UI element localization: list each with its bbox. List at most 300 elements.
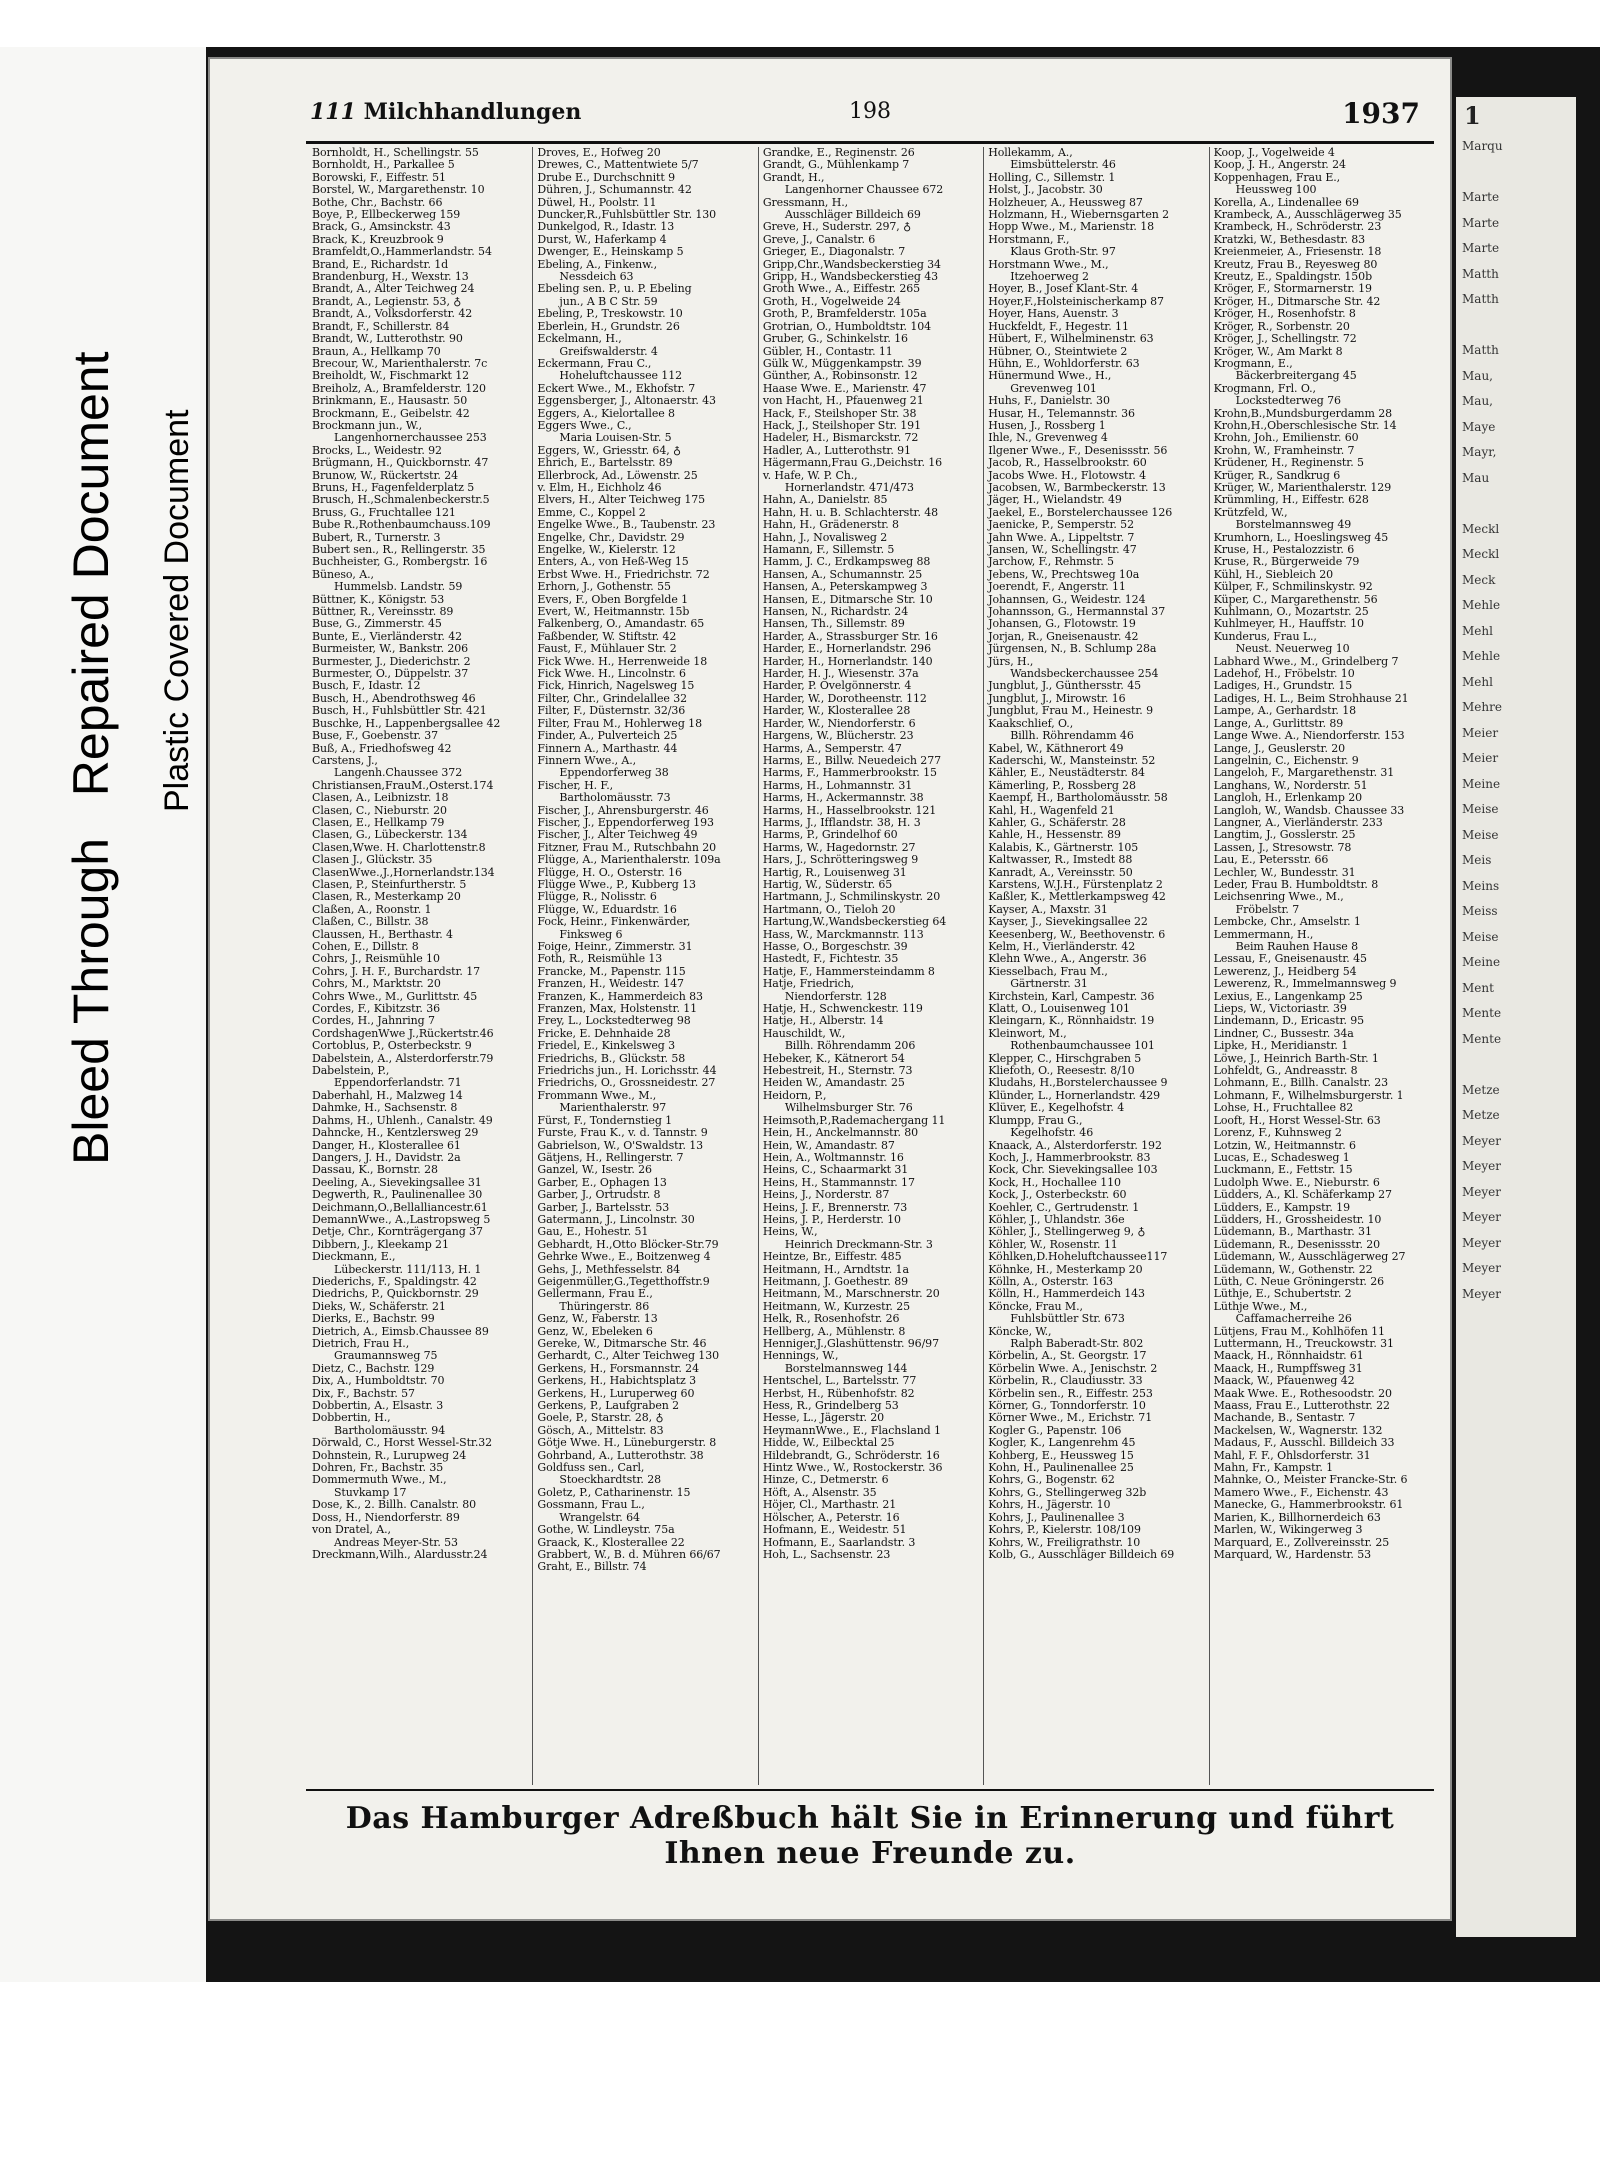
directory-entry: Bruss, G., Fruchtallee 121 [312, 505, 456, 519]
directory-entry: Harms, H., Hasselbrookstr. 121 [762, 803, 937, 817]
directory-entry: Clasen,Wwe. H. Charlottenstr.8 [312, 840, 486, 854]
directory-entry: Jahn Wwe. A., Lippeltstr. 7 [988, 530, 1135, 544]
directory-entry: Brunow, W., Rückertstr. 24 [312, 468, 458, 482]
directory-entry: Johansen, G., Flotowstr. 19 [988, 617, 1136, 631]
directory-entry: Harder, W., Dorotheenstr. 112 [762, 691, 927, 705]
directory-entry: Graht, E., Billstr. 74 [537, 1560, 647, 1574]
directory-entry: Jürgensen, N., B. Schlump 28a [988, 642, 1157, 656]
directory-entry: Busch, H., Abendrothsweg 46 [312, 691, 476, 705]
directory-entry: Hars, J., Schrötteringsweg 9 [762, 853, 919, 867]
directory-entry: Krohn,H.,Oberschlesische Str. 14 [1213, 418, 1397, 432]
directory-entry: Jacob, R., Hasselbrookstr. 60 [988, 456, 1147, 470]
directory-entry: Burmester, O., Düppelstr. 37 [312, 667, 469, 681]
directory-entry: Gellermann, Frau E., [537, 1287, 653, 1301]
directory-entry: Kohrs, P., Kielerstr. 108/109 [988, 1523, 1141, 1537]
directory-entry: Kliefoth, O., Reesestr. 8/10 [988, 1064, 1135, 1078]
directory-entry: Lockstedterweg 76 [1235, 394, 1341, 408]
directory-entry: Hellberg, A., Mühlenstr. 8 [762, 1324, 906, 1338]
directory-entry: Hesse, L., Jägerstr. 20 [762, 1411, 885, 1425]
directory-entry: Franzen, K., Hammerdeich 83 [537, 989, 703, 1003]
directory-entry: Hartung,W.,Wandsbeckerstieg 64 [762, 915, 947, 929]
directory-entry: Kleingarn, K., Rönnhaidstr. 19 [988, 1014, 1155, 1028]
directory-entry: Francke, M., Papenstr. 115 [537, 964, 686, 978]
facing-page-fragment: Meyer [1462, 1133, 1502, 1148]
directory-entry: Köhler, J., Uhlandstr. 36e [988, 1212, 1125, 1226]
directory-entry: Friedrichs, O., Grossneidestr. 27 [537, 1076, 716, 1090]
directory-entry: Kogler, K., Langenrehm 45 [988, 1436, 1136, 1450]
directory-entry: Bunte, E., Vierländerstr. 42 [312, 629, 463, 643]
directory-entry: Mackelsen, W., Wagnerstr. 132 [1213, 1423, 1383, 1437]
facing-page-fragment: Meise [1462, 929, 1499, 944]
directory-entry: Engelke, Chr., Davidstr. 29 [537, 530, 685, 544]
directory-entry: Klepper, C., Hirschgraben 5 [988, 1051, 1142, 1065]
directory-entry: Flügge, A., Marienthalerstr. 109a [537, 853, 721, 867]
directory-entry: Carstens, J., [312, 753, 378, 767]
directory-entry: Franzen, Max, Holstenstr. 11 [537, 1002, 698, 1016]
label-bleed-repaired [62, 352, 120, 1165]
directory-entry: Garber, J., Bartelsstr. 53 [537, 1200, 670, 1214]
directory-entry: Koop, J. H., Angerstr. 24 [1213, 158, 1346, 172]
directory-entry: Kaderschi, W., Mansteinstr. 52 [988, 753, 1156, 767]
directory-entry: Hatje, Friedrich, [762, 977, 855, 991]
directory-entry: Goldfuss sen., Carl, [537, 1461, 645, 1475]
directory-entry: Jaekel, E., Borstelerchaussee 126 [988, 505, 1173, 519]
facing-page-fragment: Meine [1462, 955, 1501, 969]
directory-entry: Kreienmeier, A., Friesenstr. 18 [1213, 245, 1382, 259]
directory-entry: Langner, A., Vierländerstr. 233 [1213, 815, 1383, 829]
directory-entry: Huhs, F., Danielstr. 30 [988, 394, 1110, 408]
directory-entry: Bartholomäusstr. 94 [334, 1423, 446, 1437]
directory-entry: Thüringerstr. 86 [559, 1299, 650, 1313]
directory-entry: Dahms, H., Uhlenh., Canalstr. 49 [312, 1113, 493, 1127]
directory-entry: Clasen, P., Steinfurtherstr. 5 [312, 877, 467, 891]
directory-entry: Hack, J., Steilshoper Str. 191 [762, 418, 921, 432]
directory-entry: Brügmann, H., Quickbornstr. 47 [312, 456, 489, 470]
directory-entry: Fricke, E. Dehnhaide 28 [537, 1026, 671, 1040]
directory-entry: Friedel, E., Kinkelsweg 3 [537, 1039, 676, 1053]
directory-entry: Cohrs, M., Marktstr. 20 [312, 977, 441, 991]
directory-entry: Cordes, F., Kibitzstr. 36 [312, 1002, 441, 1016]
directory-entry: Dühren, J., Schumannstr. 42 [537, 183, 692, 197]
facing-page-fragment: Meise [1462, 802, 1499, 816]
directory-entry: Lassen, J., Stresowstr. 78 [1213, 840, 1352, 854]
directory-entry: Goele, P., Starstr. 28, ♁ [537, 1411, 664, 1425]
directory-entry: Engelke Wwe., B., Taubenstr. 23 [537, 518, 716, 532]
directory-entry: Boye, P., Ellbeckerweg 159 [312, 208, 461, 222]
directory-entry: Harms, E., Billw. Neuedeich 277 [762, 753, 941, 767]
directory-entry: Groth Wwe., A., Eiffestr. 265 [762, 282, 921, 296]
directory-entry: Garber, E., Ophagen 13 [537, 1175, 667, 1189]
directory-entry: Krogmann, Frl. O., [1213, 381, 1316, 395]
directory-entry: Maack, H., Rumpffsweg 31 [1213, 1361, 1363, 1375]
directory-entry: Ilgener Wwe., F., Desenissstr. 56 [988, 443, 1168, 457]
directory-entry: Mamero Wwe., F., Eichenstr. 43 [1213, 1485, 1389, 1499]
directory-entry: Graumannsweg 75 [334, 1349, 438, 1363]
directory-entry: Dobbertin, H., [312, 1411, 391, 1425]
directory-entry: Jorjan, R., Gneisenaustr. 42 [988, 629, 1139, 643]
facing-page-edge [1456, 97, 1576, 1937]
facing-page-fragment: Meiss [1462, 904, 1498, 918]
directory-entry: ClasenWwe.,J.,Hornerlandstr.134 [312, 865, 495, 879]
directory-entry: Köhler, W., Rosenstr. 11 [988, 1237, 1118, 1251]
column-4 [984, 147, 1209, 1785]
facing-page-fragment: Meier [1462, 725, 1499, 740]
facing-page-fragment: Meine [1462, 776, 1501, 791]
facing-page-fragment: Mayr, [1462, 445, 1497, 459]
directory-entry: Lange, J., Geuslerstr. 20 [1213, 741, 1346, 755]
directory-entry: Diederichs, F., Spaldingstr. 42 [312, 1274, 477, 1288]
directory-entry: Kiesselbach, Frau M., [988, 964, 1108, 978]
directory-entry: Lucas, E., Schadesweg 1 [1213, 1150, 1350, 1164]
directory-entry: Hartig, R., Louisenweg 31 [762, 865, 907, 879]
directory-entry: Dibbern, J., Kleekamp 21 [312, 1237, 449, 1251]
directory-entry: Harder, A., Strassburger Str. 16 [762, 629, 938, 643]
directory-entry: Gösch, A., Mittelstr. 83 [537, 1423, 664, 1437]
column-3 [759, 147, 984, 1785]
directory-entry: Lüdemann, R., Desenissstr. 20 [1213, 1237, 1381, 1251]
directory-entry: Horstmann, F., [988, 232, 1070, 246]
directory-entry: Grandke, E., Reginenstr. 26 [762, 147, 915, 159]
directory-entry: Heitmann, W., Kurzestr. 25 [762, 1299, 911, 1313]
directory-entry: Henniger,J.,Glashüttenstr. 96/97 [762, 1337, 939, 1350]
directory-entry: Hahn, A., Danielstr. 85 [762, 493, 888, 507]
facing-page-fragment: Meck [1462, 572, 1496, 587]
directory-entry: Dierks, E., Bachstr. 99 [312, 1312, 435, 1326]
directory-entry: Dohnstein, R., Lurupweg 24 [312, 1448, 467, 1462]
directory-entry: Götje Wwe. H., Lüneburgerstr. 8 [537, 1436, 717, 1450]
directory-entry: Hildebrandt, G., Schröderstr. 16 [762, 1448, 940, 1462]
directory-entry: Dörwald, C., Horst Wessel-Str.32 [312, 1436, 493, 1450]
directory-entry: Greve, J., Canalstr. 6 [762, 232, 876, 246]
facing-page-fragment [1456, 1052, 1576, 1078]
directory-entry: Kolb, G., Ausschläger Billdeich 69 [988, 1547, 1175, 1561]
directory-entry: Bornholdt, H., Parkallee 5 [312, 158, 455, 172]
directory-entry: Lipke, H., Meridianstr. 1 [1213, 1039, 1349, 1053]
directory-entry: Wandsbeckerchaussee 254 [1010, 667, 1159, 681]
directory-entry: Fischer, J., Ahrensburgerstr. 46 [537, 803, 709, 817]
directory-entry: Kuhlmann, O., Mozartstr. 25 [1213, 605, 1369, 619]
directory-entry: Jaenicke, P., Semperstr. 52 [988, 518, 1134, 532]
directory-entry: Dieckmann, E., [312, 1250, 396, 1264]
directory-entry: Hartmann, O., Tieloh 20 [762, 902, 896, 916]
directory-entry: Hansen, N., Richardstr. 24 [762, 605, 909, 619]
directory-entry: Brandt, A., Legienstr. 53, ♁ [312, 294, 462, 308]
directory-entry: Kunderus, Frau L., [1213, 629, 1317, 643]
directory-entry: Joerendt, F., Angerstr. 11 [988, 580, 1126, 594]
facing-page-fragment: Meyer [1462, 1261, 1502, 1275]
directory-entry: Claßen, A., Roonstr. 1 [312, 902, 432, 916]
directory-entry: Cortoblus, P., Osterbeckstr. 9 [312, 1039, 472, 1053]
facing-page-fragment: Meyer [1462, 1235, 1502, 1250]
directory-entry: Eberlein, H., Grundstr. 26 [537, 319, 680, 333]
directory-entry: Burmester, J., Diederichstr. 2 [312, 654, 471, 668]
directory-entry: Mahn, Fr., Kampstr. 1 [1213, 1461, 1334, 1475]
directory-entry: Brocks, L., Weidestr. 92 [312, 443, 442, 457]
directory-entry: Fröbelstr. 7 [1235, 902, 1300, 916]
directory-entry: Dieks, W., Schäferstr. 21 [312, 1299, 446, 1313]
directory-entry: Kelm, H., Vierländerstr. 42 [988, 940, 1136, 953]
directory-entry: Itzehoerweg 2 [1010, 270, 1089, 284]
directory-entry: Lüth, C. Neue Gröningerstr. 26 [1213, 1274, 1385, 1288]
directory-entry: Harms, W., Hagedornstr. 27 [762, 840, 916, 854]
directory-entry: Heintze, Br., Eiffestr. 485 [762, 1250, 902, 1264]
directory-entry: Clasen, E., Hellkamp 79 [312, 815, 445, 829]
directory-page [210, 59, 1450, 1919]
directory-entry: Hoh, L., Sachsenstr. 23 [762, 1547, 891, 1561]
directory-entry: Ehrich, E., Bartelsstr. 89 [537, 456, 673, 470]
directory-entry: Keesenberg, W., Beethovenstr. 6 [988, 927, 1166, 941]
directory-entry: Fuhlsbüttler Str. 673 [1010, 1312, 1125, 1326]
directory-entry: Hartmann, J., Schmilinskystr. 20 [762, 890, 941, 904]
directory-entry: Lohfeldt, G., Andreasstr. 8 [1213, 1064, 1358, 1078]
facing-page-fragments [1456, 134, 1576, 1307]
directory-entry: Deichmann,O.,Bellalliancestr.61 [312, 1200, 488, 1214]
directory-entry: Jacobs Wwe. H., Flotowstr. 4 [988, 468, 1146, 482]
directory-entry: Hauschildt, W., [762, 1026, 846, 1040]
directory-entry: Borstelmannsweg 144 [784, 1361, 908, 1375]
directory-entry: Fick, Hinrich, Nagelsweg 15 [537, 679, 695, 693]
directory-entry: Hasse, O., Borgeschstr. 39 [762, 940, 908, 953]
directory-entry: Hölscher, A., Peterstr. 16 [762, 1510, 900, 1524]
directory-entry: Günther, A., Robinsonstr. 12 [762, 369, 918, 383]
directory-entry: Harder, H. J., Wiesenstr. 37a [762, 667, 919, 681]
directory-entry: Klumpp, Frau G., [988, 1113, 1083, 1127]
directory-entry: Ganzel, W., Isestr. 26 [537, 1163, 652, 1177]
directory-entry: Brand, E., Richardstr. 1d [312, 257, 449, 271]
directory-entry: Körbelin Wwe. A., Jenischstr. 2 [988, 1361, 1158, 1375]
directory-entry: Herbst, H., Rübenhofstr. 82 [762, 1386, 915, 1400]
directory-entry: Filter, Frau M., Hohlerweg 18 [537, 716, 702, 730]
directory-entry: Bornholdt, H., Schellingstr. 55 [312, 147, 479, 159]
directory-entry: Fürst, F., Tondernstieg 1 [537, 1113, 673, 1127]
directory-entry: Lübeckerstr. 111/113, H. 1 [334, 1262, 482, 1276]
directory-entry: Hack, F., Steilshoper Str. 38 [762, 406, 917, 420]
directory-entry: Bruns, H., Fagenfelderplatz 5 [312, 480, 475, 494]
directory-entry: Harms, H., Ackermannstr. 38 [762, 791, 924, 805]
directory-entry: Kröger, H., Rosenhofstr. 8 [1213, 307, 1356, 321]
directory-entry: Labhard Wwe., M., Grindelberg 7 [1213, 654, 1399, 668]
directory-entry: Buß, A., Friedhofsweg 42 [312, 741, 452, 755]
footer-slogan: Das Hamburger Adreßbuch hält Sie in Erinnerung und führt Ihnen neue Freunde zu. [345, 1801, 1395, 1871]
header-section [310, 99, 581, 125]
directory-entry: Eckermann, Frau C., [537, 356, 652, 370]
facing-page-fragment: Mehre [1462, 700, 1502, 714]
directory-entry: Dohren, Fr., Bachstr. 35 [312, 1461, 444, 1475]
directory-entry: Krüdener, H., Reginenstr. 5 [1213, 456, 1364, 470]
directory-entry: Kölln, A., Osterstr. 163 [988, 1274, 1113, 1288]
directory-entry: Faust, F., Mühlauer Str. 2 [537, 642, 677, 656]
directory-entry: Eckelmann, H., [537, 332, 622, 346]
directory-entry: Krumhorn, L., Hoeslingsweg 45 [1213, 530, 1389, 544]
directory-entry: Kahl, H., Wagenfeld 21 [988, 803, 1115, 817]
directory-entry: Frommann Wwe., M., [537, 1088, 657, 1102]
directory-entry: Heins, H., Stammannstr. 17 [762, 1175, 915, 1189]
directory-entry: Külper, F., Schmilinskystr. 92 [1213, 580, 1373, 594]
directory-entry: Fick Wwe. H., Lincolnstr. 6 [537, 667, 686, 681]
directory-entry: Langhans, W., Norderstr. 51 [1213, 778, 1368, 792]
directory-entry: Hahn, H. u. B. Schlachterstr. 48 [762, 505, 939, 519]
directory-entry: Bubert sen., R., Rellingerstr. 35 [312, 543, 486, 556]
directory-entry: Lewerenz, R., Immelmannsweg 9 [1213, 977, 1397, 991]
directory-entry: Kock, Chr. Sievekingsallee 103 [988, 1163, 1158, 1177]
directory-entry: Langeloh, F., Margarethenstr. 31 [1213, 766, 1395, 780]
directory-entry: Niendorferstr. 128 [784, 989, 887, 1003]
directory-entry: v. Hafe, W. P. Ch., [762, 468, 858, 482]
directory-entry: Andreas Meyer-Str. 53 [334, 1535, 458, 1549]
directory-entry: Jacobsen, W., Barmbeckerstr. 13 [988, 480, 1166, 494]
directory-entry: Klehn Wwe., A., Angerstr. 36 [988, 952, 1147, 966]
directory-entry: Küper, C., Margarethenstr. 56 [1213, 592, 1378, 606]
directory-entry: Gülk W., Müggenkampstr. 39 [762, 356, 922, 370]
directory-entry: Löwe, J., Heinrich Barth-Str. 1 [1213, 1051, 1379, 1065]
directory-entry: Busch, H., Fuhlsbüttler Str. 421 [312, 704, 487, 718]
directory-entry: Brandt, W., Lutterothstr. 90 [312, 332, 463, 346]
directory-entry: Clasen, R., Mesterkamp 20 [312, 890, 461, 904]
directory-entry: Koop, J., Vogelweide 4 [1213, 147, 1335, 159]
directory-entry: Harder, W., Niendorferstr. 6 [762, 716, 916, 730]
directory-entry: Bäckerbreitergang 45 [1235, 369, 1357, 383]
directory-entry: Fick Wwe. H., Herrenweide 18 [537, 654, 708, 668]
directory-entry: Emme, C., Koppel 2 [537, 505, 646, 519]
directory-entry: Lange, A., Gurlittstr. 89 [1213, 716, 1344, 730]
directory-entry: Jäger, H., Wielandstr. 49 [988, 493, 1122, 507]
directory-entry: Hebeker, K., Kätnerort 54 [762, 1051, 905, 1065]
directory-entry: Grevenweg 101 [1010, 381, 1097, 395]
directory-entry: Heidorn, P., [762, 1088, 827, 1102]
directory-entry: Bubert, R., Turnerstr. 3 [312, 530, 441, 544]
directory-entry: Hatje, H., Schwenckestr. 119 [762, 1002, 923, 1016]
column-5 [1210, 147, 1434, 1785]
directory-entry: Brusch, H.,Schmalenbeckerstr.5 [312, 493, 490, 507]
directory-entry: Krambeck, H., Schröderstr. 23 [1213, 220, 1382, 234]
directory-entry: Koch, J., Hammerbrookstr. 83 [988, 1150, 1151, 1164]
directory-entry: Claßen, C., Billstr. 38 [312, 915, 429, 929]
directory-entry: Jungblut, Frau M., Heinestr. 9 [988, 704, 1154, 718]
directory-entry: Lüdemann, W., Ausschlägerweg 27 [1213, 1250, 1406, 1264]
directory-entry: Korella, A., Lindenallee 69 [1213, 195, 1359, 209]
directory-entry: Buschke, H., Lappenbergsallee 42 [312, 716, 501, 730]
directory-entry: Hargens, W., Blücherstr. 23 [762, 729, 914, 743]
directory-entry: Brack, K., Kreuzbrook 9 [312, 232, 444, 246]
directory-entry: Maria Louisen-Str. 5 [559, 431, 672, 445]
directory-entry: Lewerenz, J., Heidberg 54 [1213, 964, 1357, 978]
directory-entry: Ralph Baberadt-Str. 802 [1010, 1337, 1144, 1350]
directory-entry: Gripp,Chr.,Wandsbeckerstieg 34 [762, 257, 941, 271]
facing-page-fragment: Meyer [1462, 1159, 1502, 1173]
directory-entry: Körbelin sen., R., Eiffestr. 253 [988, 1386, 1153, 1400]
directory-entry: Harms, F., Hammerbrookstr. 15 [762, 766, 937, 780]
directory-entry: v. Elm, H., Eichholz 46 [537, 480, 662, 494]
directory-entry: Lessau, F., Gneisenaustr. 45 [1213, 952, 1367, 966]
directory-entry: Höjer, Cl., Marthastr. 21 [762, 1498, 897, 1512]
facing-page-fragment: Marte [1462, 241, 1500, 255]
directory-entry: Kahle, H., Hessenstr. 89 [988, 828, 1121, 842]
directory-entry: Hein, W., Amandastr. 87 [762, 1138, 895, 1152]
directory-entry: Lüdders, H., Grossheidestr. 10 [1213, 1212, 1382, 1226]
directory-entry: Klünder, L., Hornerlandstr. 429 [988, 1088, 1161, 1102]
directory-entry: Ihle, N., Grevenweg 4 [988, 431, 1108, 445]
directory-entry: Gripp, H., Wandsbeckerstieg 43 [762, 270, 938, 284]
facing-page-fragment: Meckl [1462, 547, 1500, 561]
directory-entry: Gehs, J., Methfesselstr. 84 [537, 1262, 681, 1276]
directory-entry: Büttner, K., Königstr. 53 [312, 592, 445, 606]
directory-entry: Hollekamm, A., [988, 147, 1073, 159]
directory-entry: Ludolph Wwe. E., Nieburstr. 6 [1213, 1175, 1380, 1189]
facing-page-fragment [1456, 491, 1576, 517]
directory-entry: Ellerbrock, Ad., Löwenstr. 25 [537, 468, 698, 482]
facing-page-fragment: Mau [1462, 470, 1490, 485]
directory-entry: Karstens, W.J.H., Fürstenplatz 2 [988, 877, 1163, 891]
directory-entry: Hoheluftchaussee 112 [559, 369, 682, 383]
directory-entry: Kohn, H., Paulinenallee 25 [988, 1461, 1134, 1475]
directory-entry: Kröger, F., Stormarnerstr. 19 [1213, 282, 1372, 296]
facing-page-fragment: Marte [1462, 215, 1500, 230]
directory-entry: Gohrband, A., Lutterothstr. 38 [537, 1448, 704, 1462]
directory-entry: Mahnke, O., Meister Francke-Str. 6 [1213, 1473, 1408, 1487]
directory-entry: Dahmke, H., Sachsenstr. 8 [312, 1101, 458, 1115]
facing-page-fragment [1456, 160, 1576, 186]
directory-entry: Johannsen, G., Weidestr. 124 [988, 592, 1146, 606]
directory-entry: Heins, J., Norderstr. 87 [762, 1188, 890, 1202]
directory-entry: Clasen, C., Nieburstr. 20 [312, 803, 447, 817]
directory-entry: Ebeling, P., Treskowstr. 10 [537, 307, 683, 321]
directory-entry: Diedrichs, P., Quickbornstr. 29 [312, 1287, 479, 1301]
directory-entry: Hoyer, Hans, Auenstr. 3 [988, 307, 1119, 321]
directory-entry: Köhlken,D.Hoheluftchaussee117 [988, 1250, 1168, 1264]
directory-entry: von Hacht, H., Pfauenweg 21 [762, 394, 924, 408]
directory-entry: Kröger, H., Ditmarsche Str. 42 [1213, 294, 1381, 308]
directory-entry: Lüthje Wwe., M., [1213, 1299, 1308, 1313]
directory-entry: Filter, F., Düsternstr. 32/36 [537, 704, 686, 718]
directory-entry: Genz, W., Faberstr. 13 [537, 1312, 658, 1326]
directory-entry: Huckfeldt, F., Hegestr. 11 [988, 319, 1129, 333]
directory-entry: Brockmann, E., Geibelstr. 42 [312, 406, 470, 420]
directory-entry: Johannsson, G., Hermannstal 37 [988, 605, 1166, 619]
directory-entry: Breiholz, A., Bramfelderstr. 120 [312, 381, 486, 395]
directory-entry: Lüdders, A., Kl. Schäferkamp 27 [1213, 1188, 1392, 1202]
directory-entry: Mahl, F. F., Ohlsdorferstr. 31 [1213, 1448, 1371, 1462]
directory-entry: Kohrs, G., Bogenstr. 62 [988, 1473, 1115, 1487]
directory-entry: Jungblut, J., Günthersstr. 45 [988, 679, 1142, 693]
facing-page-fragment: Meyer [1462, 1184, 1502, 1199]
directory-entry: Lüdders, E., Kampstr. 19 [1213, 1200, 1350, 1214]
directory-entry: Kanradt, A., Vereinsstr. 50 [988, 865, 1133, 879]
directory-entry: Hintz Wwe., W., Rostockerstr. 36 [762, 1461, 943, 1475]
facing-page-fragment: Ment [1462, 980, 1494, 995]
facing-page-fragment: Meins [1462, 878, 1500, 893]
directory-entry: Harder, H., Hornerlandstr. 140 [762, 654, 933, 668]
directory-entry: Flügge, W., Eduardstr. 16 [537, 902, 677, 916]
directory-entry: Maass, Frau E., Lutterothstr. 22 [1213, 1399, 1390, 1413]
directory-entry: Lütjens, Frau M., Kohlhöfen 11 [1213, 1324, 1385, 1338]
directory-entry: Krümmling, H., Eiffestr. 628 [1213, 493, 1369, 507]
facing-page-fragment: Meis [1462, 853, 1492, 867]
directory-entry: Gerkens, H., Luruperweg 60 [537, 1386, 695, 1400]
directory-entry: Hornerlandstr. 471/473 [784, 480, 914, 494]
directory-entry: Harder, E., Hornerlandstr. 296 [762, 642, 931, 656]
directory-entry: Kaempf, H., Bartholomäusstr. 58 [988, 791, 1168, 805]
directory-entry: Maack, W., Pfauenweg 42 [1213, 1374, 1355, 1388]
directory-entry: Marquard, W., Hardenstr. 53 [1213, 1547, 1372, 1561]
directory-entry: Lüdemann, B., Marthastr. 31 [1213, 1225, 1372, 1239]
directory-entry: Ladiges, H., Grundstr. 15 [1213, 679, 1353, 693]
directory-entry: Erhorn, J., Gothenstr. 55 [537, 580, 671, 594]
directory-entry: Greve, H., Suderstr. 297, ♁ [762, 220, 912, 234]
directory-entry: Hübner, O., Steintwiete 2 [988, 344, 1128, 358]
directory-entry: Luckmann, E., Fettstr. 15 [1213, 1163, 1353, 1177]
directory-entry: Brandt, A., Volksdorferstr. 42 [312, 307, 473, 321]
directory-entry: Heitmann, H., Arndtstr. 1a [762, 1262, 909, 1276]
